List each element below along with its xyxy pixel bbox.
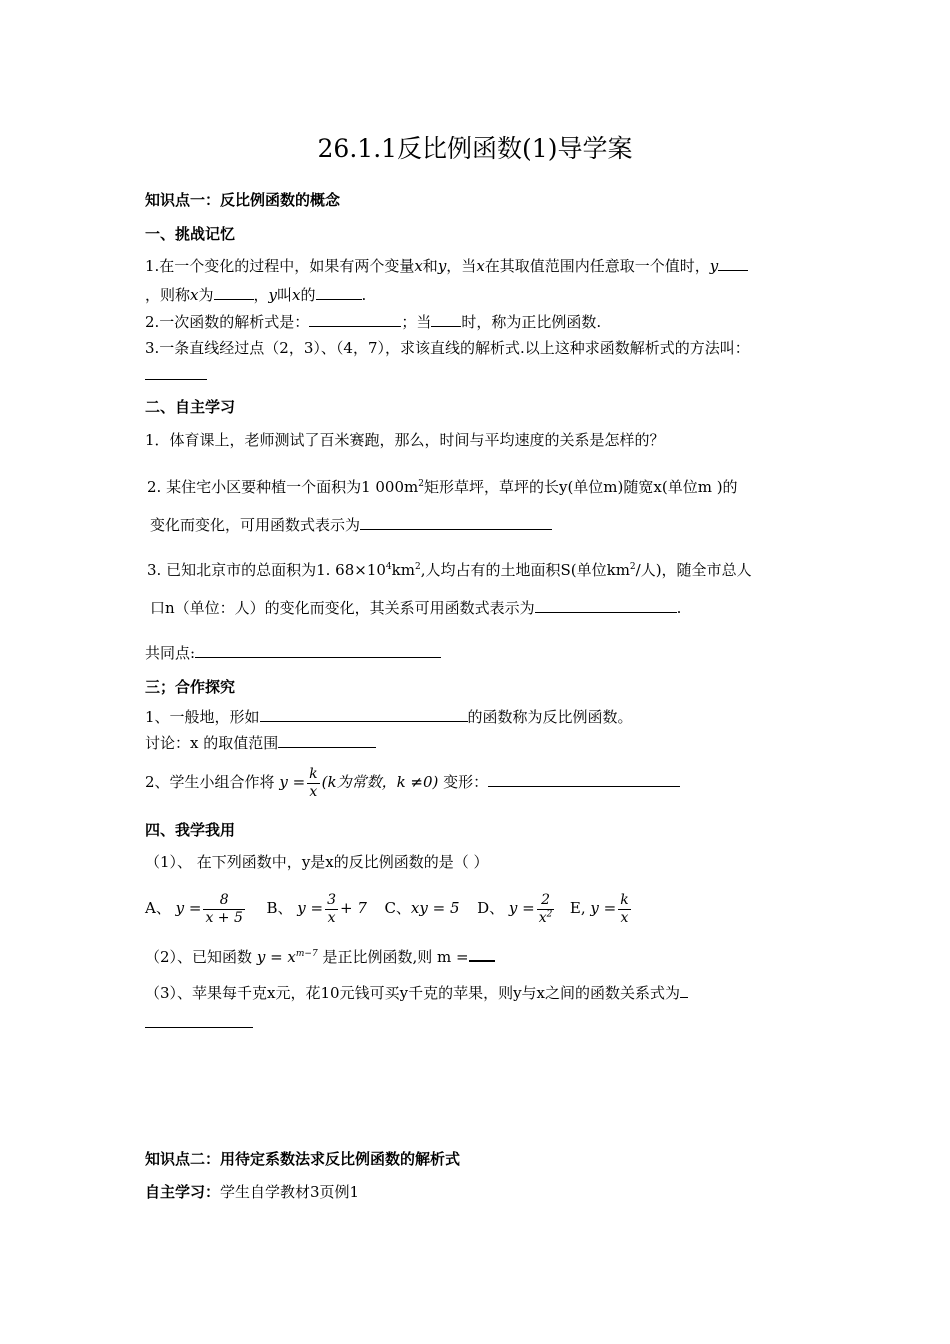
- apply-options: A、 y = $\frac{8}{x + 5}$ B、 y = $\frac{3}{x}$ + 7 C、xy = 5 D、 y = $\frac{2}{x^2}$ E, y = $\frac{k}{x}$: [145, 891, 629, 926]
- heading-cooperative-inquiry: 三；合作探究: [145, 678, 236, 696]
- blank: [718, 255, 748, 271]
- inquiry-question-2: 2、学生小组合作将 y = $\frac{k}{x}$ (k为常数，k ≠0) 变形：: [145, 762, 680, 802]
- blank: [316, 284, 362, 300]
- question-1-line-2: ，则称x为 ，y叫x的 .: [145, 286, 367, 304]
- question-1-line-1: 1.在一个变化的过程中，如果有两个变量x和y，当x在其取值范围内任意取一个值时，y: [145, 255, 748, 276]
- fraction-option-b: $\frac{3}{x}$: [327, 891, 336, 926]
- fraction-option-d: $\frac{2}{x^2}$: [538, 891, 553, 926]
- fraction-option-e: $\frac{k}{x}$: [620, 891, 629, 926]
- blank: [260, 706, 468, 722]
- inquiry-question-1: 1、一般地，形如 的函数称为反比例函数。: [145, 708, 633, 726]
- blank: [214, 284, 254, 300]
- blank: [145, 1012, 253, 1028]
- blank: [195, 642, 441, 658]
- section-heading-k2: 知识点二：用待定系数法求反比例函数的解析式: [145, 1150, 461, 1168]
- apply-problem-2: （2）、已知函数 $y = x^{m-7}$ 是正比例函数,则 m =: [145, 945, 495, 967]
- inquiry-discussion: 讨论：x 的取值范围: [145, 732, 376, 753]
- blank: [488, 771, 680, 787]
- blank: [535, 597, 677, 613]
- study-question-3-line-2: 口n（单位：人）的变化而变化，其关系可用函数式表示为 .: [150, 599, 682, 617]
- heading-apply: 四、我学我用: [145, 821, 236, 839]
- page-title: 26.1.1反比例函数(1)导学案: [317, 134, 633, 163]
- common-point: 共同点:: [145, 642, 441, 663]
- self-study-note: 自主学习：学生自学教材3页例1: [145, 1183, 360, 1201]
- blank: [680, 982, 688, 998]
- study-question-1: 1．体育课上，老师测试了百米赛跑，那么，时间与平均速度的关系是怎样的？: [145, 431, 665, 449]
- blank: [431, 311, 461, 327]
- apply-problem-1: （1）、 在下列函数中，y是x的反比例函数的是（ ）: [145, 853, 489, 871]
- fraction-option-a: $\frac{8}{x + 5}$: [205, 891, 243, 926]
- blank: [360, 514, 552, 530]
- section-heading-k1: 知识点一：反比例函数的概念: [145, 191, 341, 209]
- heading-self-study: 二、自主学习: [145, 398, 236, 416]
- blank: [278, 732, 376, 748]
- question-3: 3.一条直线经过点（2，3）、（4，7），求该直线的解析式.以上这种求函数解析式的方法叫：: [145, 339, 750, 357]
- blank: [145, 364, 207, 380]
- study-question-2-line-2: 变化而变化，可用函数式表示为: [150, 514, 552, 535]
- fraction-k-over-x: $\frac{k}{x}$: [309, 765, 318, 800]
- apply-problem-3: （3）、苹果每千克x元，花10元钱可买y千克的苹果，则y与x之间的函数关系式为: [145, 982, 688, 1003]
- study-question-3-line-1: 3. 已知北京市的总面积为1. $68\times 10^4km^2$,人均占有的土地面积S(单位$km^2/$人)，随全市总人: [147, 561, 752, 579]
- question-3-answer: [145, 364, 207, 385]
- apply-problem-3-answer: [145, 1012, 253, 1033]
- blank: [309, 311, 401, 327]
- study-question-2-line-1: 2. 某住宅小区要种植一个面积为1 $000m^2$矩形草坪，草坪的长y(单位m)随宽x(单位m )的: [147, 478, 738, 496]
- question-2: 2.一次函数的解析式是： ；当 时，称为正比例函数.: [145, 313, 602, 331]
- heading-challenge-memory: 一、挑战记忆: [145, 225, 236, 243]
- blank: [469, 945, 495, 962]
